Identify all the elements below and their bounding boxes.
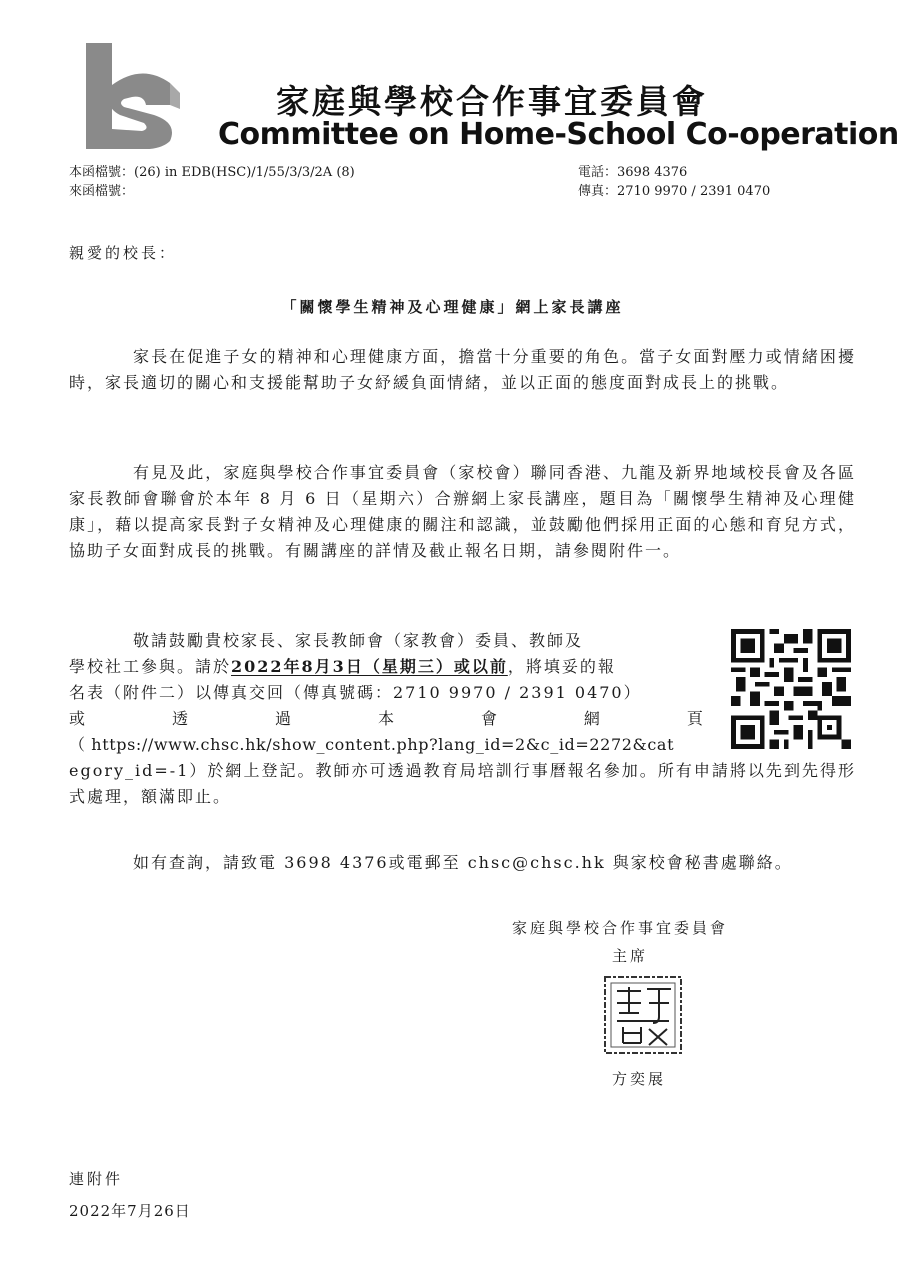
reference-block — [69, 163, 355, 201]
registration-deadline: 2022年8月3日（星期三）或以前 — [231, 657, 508, 676]
paragraph-3-text: 學校社工參與。請於 — [69, 657, 232, 676]
enclosure-note: 連附件 — [69, 1170, 124, 1188]
word: 頁 — [686, 709, 705, 728]
organization-title-en: Committee on Home-School Co-operation — [218, 117, 899, 152]
letter-subject: 「關懷學生精神及心理健康」網上家長講座 — [281, 298, 624, 316]
paragraph-3-line-2 — [69, 654, 616, 677]
your-reference: 來函檔號： — [69, 184, 135, 199]
word: 本 — [377, 709, 396, 728]
qr-code-icon[interactable] — [731, 629, 851, 749]
word: 網 — [583, 709, 602, 728]
fax: 傳真：2710 9970 / 2391 0470 — [578, 184, 771, 199]
signatory-name: 方奕展 — [612, 1070, 667, 1088]
paragraph-3-line-1: 敬請鼓勵貴校家長、家長教師會（家教會）委員、教師及 — [133, 631, 584, 650]
registration-url[interactable]: （ https://www.chsc.hk/show_content.php?lang_id=2&c_id=2272&cat — [69, 735, 675, 754]
word: 會 — [480, 709, 499, 728]
paragraph-1: 家長在促進子女的精神和心理健康方面，擔當十分重要的角色。當子女面對壓力或情緒困擾時，家長適切的關心和支援能幫助子女紓緩負面情緒，並以正面的態度面對成長上的挑戰。 — [69, 347, 856, 392]
contact-block — [578, 163, 770, 201]
paragraph-2: 有見及此，家庭與學校合作事宜委員會（家校會）聯同香港、九龍及新界地域校長會及各區家長教師會聯會於本年 8 月 6 日（星期六）合辦網上家長講座，題目為「關懷學生精神及心理健康」，藉以提高家長對子女精神及心理健康的關注和認識，並鼓勵他們採用正面的心態和育兒方式，協助子女面對成長的挑戰。有關講座的詳情及截止報名日期，請參閱附件一。 — [69, 463, 856, 560]
paragraph-4-enquiries: 如有查詢，請致電 3698 4376或電郵至 chsc@chsc.hk 與家校會秘書處聯絡。 — [133, 853, 793, 872]
word: 過 — [274, 709, 293, 728]
signatory-position: 主席 — [612, 947, 649, 965]
paragraph-3-line-3: 名表（附件二）以傳真交回（傳真號碼：2710 9970 / 2391 0470） — [69, 683, 642, 702]
signature-seal-icon — [601, 973, 685, 1057]
our-reference: 本函檔號：(26) in EDB(HSC)/1/55/3/3/2A (8) — [69, 165, 355, 180]
paragraph-3-text: ，將填妥的報 — [507, 657, 616, 676]
organization-title-zh: 家庭與學校合作事宜委員會 — [276, 82, 708, 121]
signatory-organization: 家庭與學校合作事宜委員會 — [512, 919, 729, 937]
salutation: 親愛的校長： — [69, 244, 178, 262]
word: 透 — [171, 709, 190, 728]
word: 或 — [69, 709, 88, 728]
hsc-logo-icon — [84, 43, 180, 149]
letter-date: 2022年7月26日 — [69, 1202, 191, 1220]
telephone: 電話：3698 4376 — [578, 165, 688, 180]
paragraph-3-line-4 — [69, 706, 705, 729]
paragraph-3-line-6: egory_id=-1）於網上登記。教師亦可透過教育局培訓行事曆報名參加。所有申請將以先到先得形式處理，額滿即止。 — [69, 761, 856, 806]
